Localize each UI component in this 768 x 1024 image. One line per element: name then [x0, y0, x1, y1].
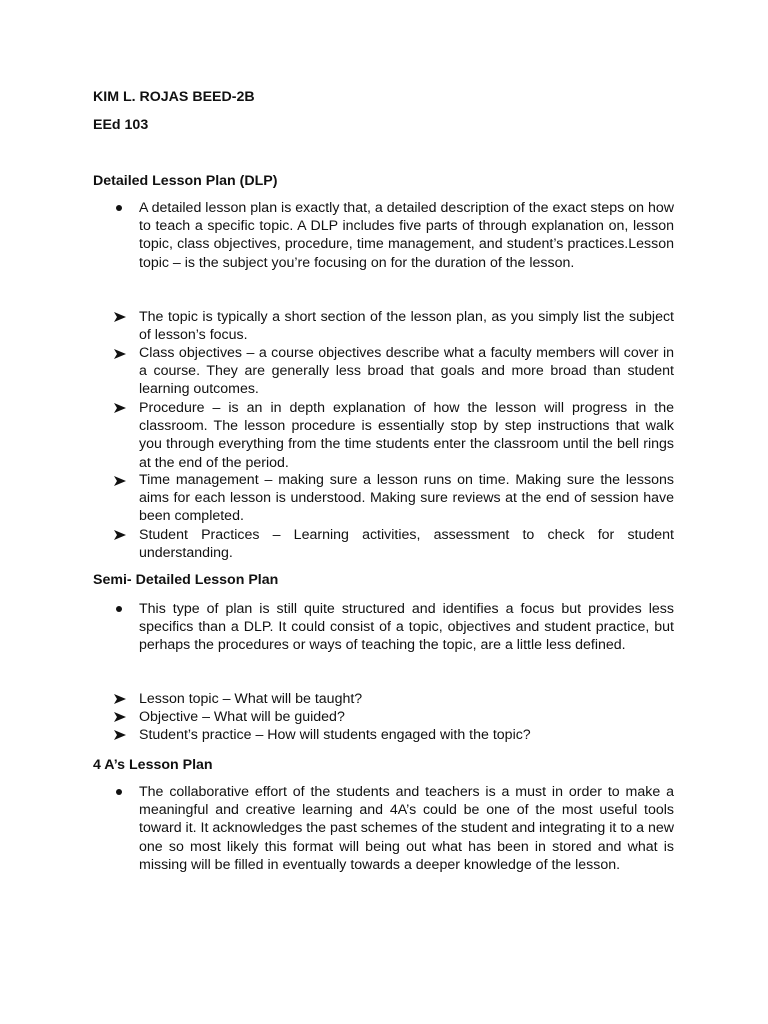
- semi-intro-paragraph: This type of plan is still quite structured and identifies a focus but provides less specifics than a DLP. It could consist of a topic, objectives and student practice, but perhaps the procedures or ways of teaching the topic, are a little less defined.: [139, 601, 674, 654]
- course-code: EEd 103: [93, 117, 149, 133]
- section-heading-dlp: Detailed Lesson Plan (DLP): [93, 173, 278, 189]
- dlp-item-4: Time management – making sure a lesson runs on time. Making sure the lessons aims for each lesson is understood. Making sure reviews at the end of session have been completed.: [139, 472, 674, 525]
- dlp-item-3: Procedure – is an in depth explanation of how the lesson will progress in the classroom. The lesson procedure is essentially stop by step instructions that walk you through everything from the time students enter the classroom until the bell rings at the end of the period.: [139, 400, 674, 471]
- section-heading-4as: 4 A’s Lesson Plan: [93, 757, 213, 773]
- dlp-intro-paragraph: A detailed lesson plan is exactly that, a detailed description of the exact steps on how to teach a specific topic. A DLP includes five parts of through explanation on, lesson topic, class objectives, procedure, time management, and student’s practices.Lesson topic – is the subject you’re focusing on for the duration of the lesson.: [139, 200, 674, 271]
- arrowhead-bullet-icon: [113, 311, 127, 323]
- arrowhead-bullet-icon: [113, 711, 127, 723]
- bullet-icon: [116, 789, 122, 795]
- dlp-item-5: Student Practices – Learning activities, assessment to check for student understanding.: [139, 527, 674, 562]
- dlp-item-2: Class objectives – a course objectives describe what a faculty members will cover in a course. They are generally less broad that goals and more broad than student learning outcomes.: [139, 345, 674, 398]
- arrowhead-bullet-icon: [113, 475, 127, 487]
- semi-item-3: Student’s practice – How will students engaged with the topic?: [139, 727, 531, 743]
- arrowhead-bullet-icon: [113, 348, 127, 360]
- four-as-paragraph: The collaborative effort of the students and teachers is a must in order to make a meaningful and creative learning and 4A’s could be one of the most useful tools toward it. It acknowledges the past schemes of the student and integrating it to a new one so most likely this format will being out what has been in stored and what is missing will be filled in eventually towards a deeper knowledge of the lesson.: [139, 784, 674, 873]
- semi-item-1: Lesson topic – What will be taught?: [139, 691, 363, 707]
- author-line: KIM L. ROJAS BEED-2B: [93, 89, 255, 105]
- arrowhead-bullet-icon: [113, 693, 127, 705]
- dlp-item-1: The topic is typically a short section of the lesson plan, as you simply list the subject of lesson’s focus.: [139, 309, 674, 344]
- arrowhead-bullet-icon: [113, 729, 127, 741]
- bullet-icon: [116, 205, 122, 211]
- section-heading-semi-detailed: Semi- Detailed Lesson Plan: [93, 572, 279, 588]
- arrowhead-bullet-icon: [113, 402, 127, 414]
- arrowhead-bullet-icon: [113, 529, 127, 541]
- semi-item-2: Objective – What will be guided?: [139, 709, 345, 725]
- bullet-icon: [116, 606, 122, 612]
